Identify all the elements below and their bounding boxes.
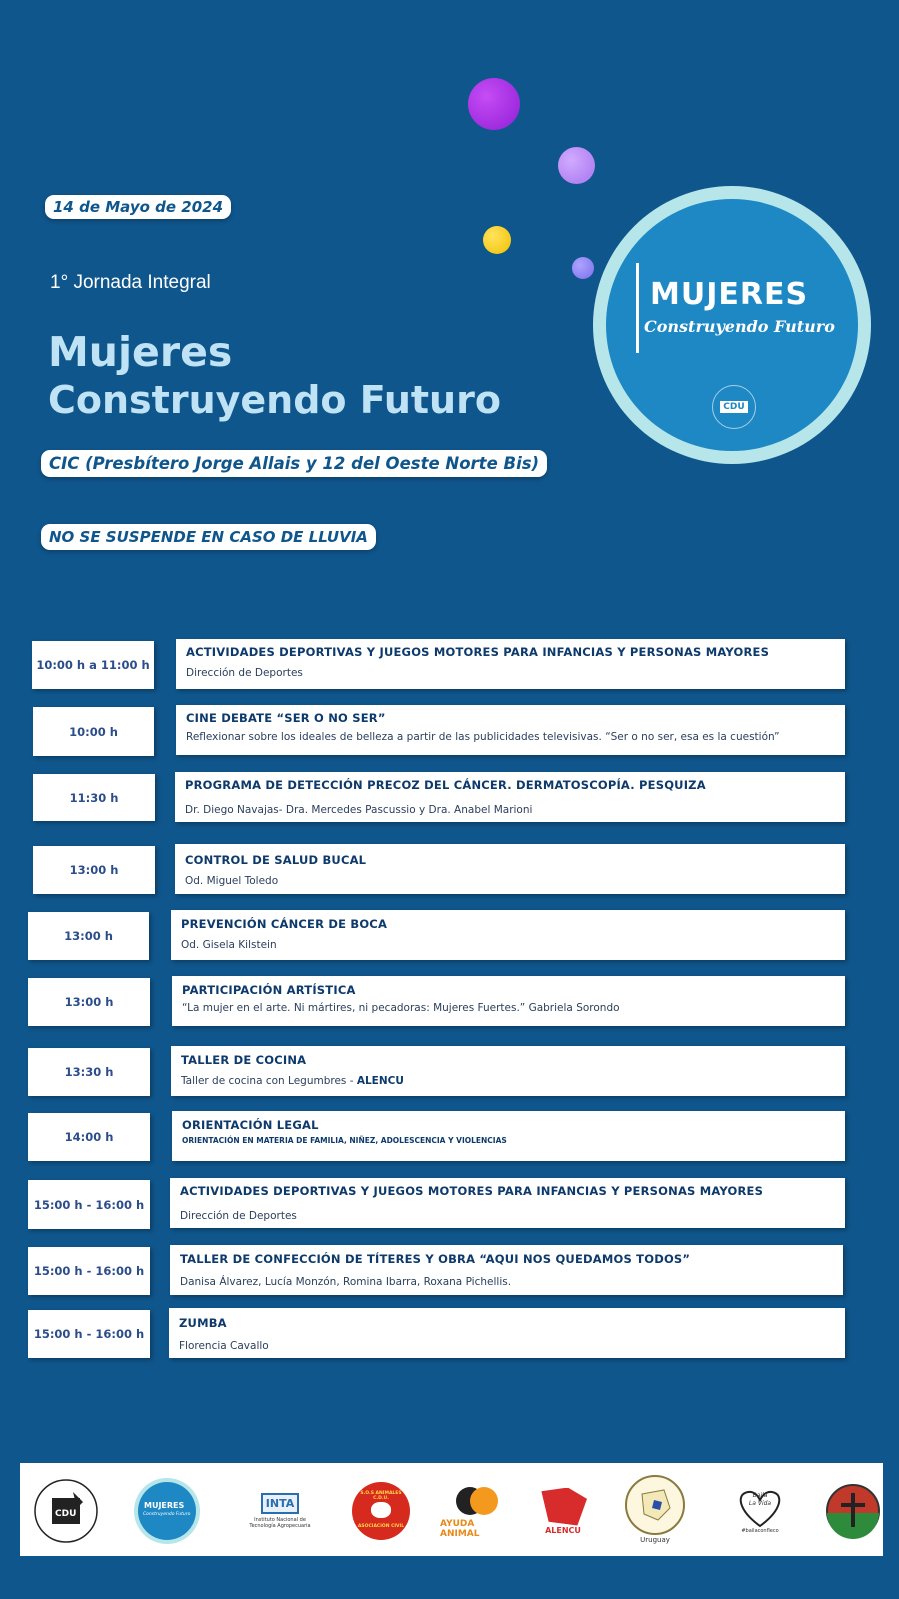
sos-line2: ASOCIACIÓN CIVIL [357, 1524, 405, 1529]
detail-text: Dirección de Deportes [180, 1210, 297, 1222]
badge-title: MUJERES [650, 277, 809, 312]
schedule-activity-detail [181, 1075, 404, 1087]
badge-divider [636, 263, 639, 353]
date-badge: 14 de Mayo de 2024 [45, 195, 231, 219]
schedule-activity-detail [186, 731, 780, 743]
badge-subtitle: Construyendo Futuro [644, 317, 835, 336]
round-logo [820, 1478, 886, 1544]
rain-note-badge: NO SE SUSPENDE EN CASO DE LLUVIA [41, 524, 376, 550]
detail-text: Florencia Cavallo [179, 1340, 269, 1352]
detail-bold-text: ALENCU [356, 1075, 404, 1087]
detail-text: Dr. Diego Navajas- Dra. Mercedes Pascussio y Dra. Anabel Marioni [185, 804, 533, 816]
schedule-activity-detail [186, 667, 303, 679]
cdu-logo [33, 1478, 99, 1544]
ayuda-animal-text: AYUDA ANIMAL [440, 1519, 480, 1539]
mujeres-badge [593, 186, 871, 464]
schedule-time: 15:00 h - 16:00 h [28, 1247, 150, 1295]
ayuda-animal-logo [440, 1478, 514, 1544]
mujeres-logo [134, 1478, 200, 1544]
schedule-time: 13:00 h [28, 912, 149, 960]
title-line-2: Construyendo Futuro [48, 378, 501, 422]
detail-text: Reflexionar sobre los ideales de belleza a partir de las publicidades televisivas. “Ser o no ser, esa es la cuestión” [186, 731, 780, 743]
baila-tag: #bailaconfleco [741, 1528, 779, 1534]
schedule-time: 13:00 h [28, 978, 150, 1026]
schedule-activity-title: PREVENCIÓN CÁNCER DE BOCA [181, 917, 388, 931]
schedule-activity-detail [182, 1136, 507, 1145]
schedule-time: 15:00 h - 16:00 h [28, 1310, 150, 1358]
schedule-activity-detail [180, 1210, 297, 1222]
schedule-activity-title: CONTROL DE SALUD BUCAL [185, 853, 367, 867]
schedule-activity-detail [185, 875, 278, 887]
schedule-time: 11:30 h [33, 774, 155, 821]
mujeres-logo-subtitle: Construyendo Futuro [143, 1512, 191, 1517]
cross-seal-icon [825, 1483, 881, 1539]
schedule-time: 10:00 h a 11:00 h [32, 641, 154, 689]
schedule-activity-detail [179, 1340, 269, 1352]
sos-animales-logo [348, 1478, 414, 1544]
location-badge: CIC (Presbítero Jorge Allais y 12 del Oeste Norte Bis) [41, 450, 547, 477]
schedule-activity-title: TALLER DE CONFECCIÓN DE TÍTERES Y OBRA “AQUI NOS QUEDAMOS TODOS” [180, 1252, 691, 1266]
badge-cdu-text: CDU [720, 401, 747, 413]
inta-logo [240, 1478, 320, 1544]
dog-cat-icon [454, 1483, 500, 1519]
schedule-time: 13:30 h [28, 1048, 150, 1096]
schedule-activity-title: ORIENTACIÓN LEGAL [182, 1118, 319, 1132]
schedule-activity-title: ACTIVIDADES DEPORTIVAS Y JUEGOS MOTORES PARA INFANCIAS Y PERSONAS MAYORES [186, 645, 770, 659]
detail-text: Taller de cocina con Legumbres - [181, 1075, 357, 1087]
colegio-logo [622, 1472, 688, 1546]
schedule-activity-title: ACTIVIDADES DEPORTIVAS Y JUEGOS MOTORES PARA INFANCIAS Y PERSONAS MAYORES [180, 1184, 764, 1198]
lavender-dot [558, 147, 595, 184]
alencu-text: ALENCU [545, 1525, 581, 1535]
yellow-dot [483, 226, 511, 254]
badge-inner-circle [606, 199, 858, 451]
detail-text: Od. Gisela Kilstein [181, 939, 277, 951]
schedule-time: 14:00 h [28, 1113, 150, 1161]
detail-text: “La mujer en el arte. Ni mártires, ni pecadoras: Mujeres Fuertes.” Gabriela Sorondo [182, 1002, 620, 1014]
schedule-activity-detail [180, 1276, 511, 1288]
alencu-logo [528, 1478, 598, 1544]
schedule-activity-title: CINE DEBATE “SER O NO SER” [186, 711, 386, 725]
subtitle: 1° Jornada Integral [50, 272, 211, 293]
inta-mark: INTA [261, 1493, 299, 1514]
schedule-activity-title: PROGRAMA DE DETECCIÓN PRECOZ DEL CÁNCER. DERMATOSCOPÍA. PESQUIZA [185, 778, 706, 792]
title-line-1: Mujeres [48, 328, 233, 376]
paw-icon [371, 1502, 391, 1518]
baila-logo [730, 1478, 790, 1544]
detail-text: Dirección de Deportes [186, 667, 303, 679]
detail-text: Danisa Álvarez, Lucía Monzón, Romina Ibarra, Roxana Pichellis. [180, 1276, 512, 1288]
detail-text: Od. Miguel Toledo [185, 875, 279, 887]
schedule-time: 15:00 h - 16:00 h [28, 1180, 150, 1229]
mujeres-logo-circle [138, 1482, 196, 1540]
schedule-activity-detail [181, 939, 277, 951]
colegio-country: Uruguay [640, 1536, 670, 1544]
cdu-logo-text: CDU [55, 1509, 77, 1519]
schedule-activity-detail [182, 1002, 620, 1014]
schedule-activity-title: PARTICIPACIÓN ARTÍSTICA [182, 983, 356, 997]
schedule-activity-title: TALLER DE COCINA [181, 1053, 307, 1067]
sos-line1: S.O.S ANIMALES C.D.U. [360, 1491, 402, 1501]
schedule-time: 10:00 h [33, 707, 154, 756]
map-seal-icon [624, 1474, 686, 1536]
inta-line2: Tecnología Agropecuaria [249, 1523, 311, 1529]
inta-line1: Instituto Nacional de [254, 1517, 306, 1523]
purple-dot [468, 78, 520, 130]
violet-dot [572, 257, 594, 279]
schedule-activity-detail [185, 804, 532, 816]
schedule-time: 13:00 h [33, 846, 155, 894]
hand-icon [539, 1488, 587, 1526]
baila-line2: La Vida [748, 1500, 772, 1507]
schedule-description-box [169, 1308, 845, 1358]
baila-line1: Baila [752, 1492, 768, 1499]
schedule-activity-title: ZUMBA [179, 1316, 227, 1330]
detail-text: ORIENTACIÓN EN MATERIA DE FAMILIA, NIÑEZ, ADOLESCENCIA Y VIOLENCIAS [182, 1136, 507, 1145]
mujeres-logo-title: MUJERES [144, 1501, 185, 1510]
badge-cdu-logo [712, 385, 756, 429]
sos-circle [352, 1482, 410, 1540]
